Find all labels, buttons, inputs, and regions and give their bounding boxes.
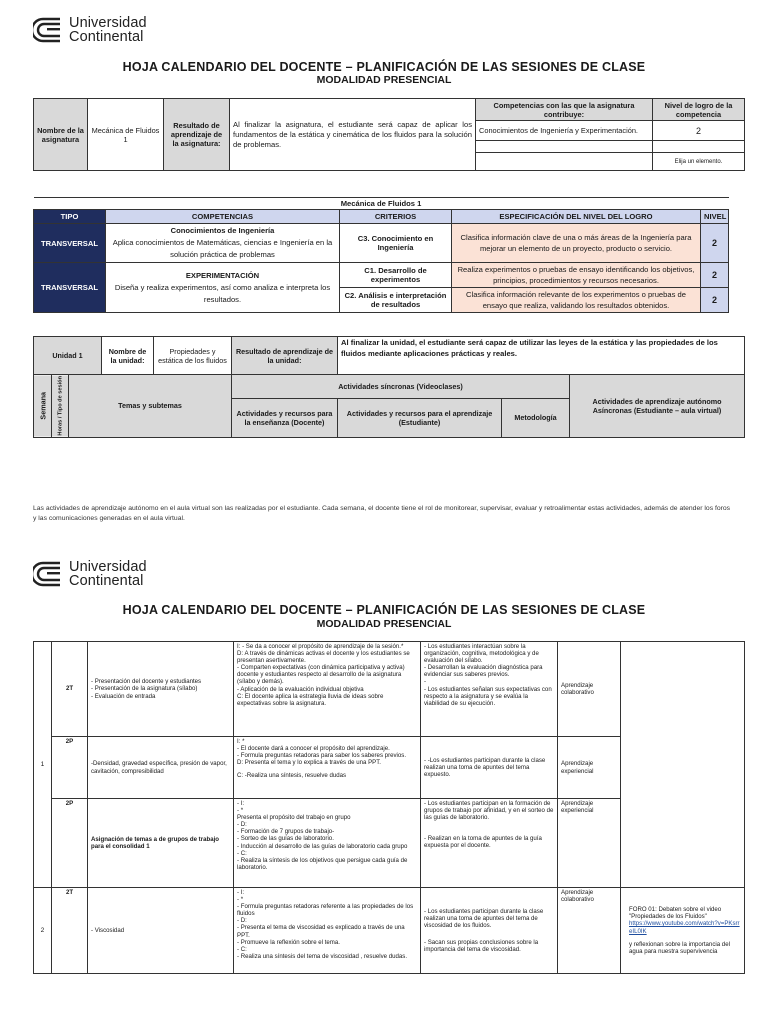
methodology: Aprendizaje experiencial: [558, 799, 621, 888]
header-estudiante: Actividades y recursos para el aprendizaje (Estudiante): [338, 399, 502, 437]
header-criterios: CRITERIOS: [340, 210, 452, 224]
row2-nivel-a: 2: [701, 263, 729, 288]
university-logo: [33, 16, 147, 44]
async-activities: [621, 888, 745, 974]
session-hours: 2P: [52, 737, 88, 799]
activity-line: - El docente dará a conocer el propósito del aprendizaje.: [237, 745, 390, 753]
row2-competencia: [106, 263, 340, 313]
teacher-activities: [234, 642, 421, 737]
session-hours: 2T: [52, 642, 88, 737]
activity-line: - Realiza una síntesis del tema de viscosidad , resuelve dudas.: [237, 952, 408, 960]
topic-item: - Presentación de la asignatura (sílabo): [91, 685, 198, 693]
course-name: Mecánica de Fluidos 1: [88, 99, 164, 171]
activity-line: - I:: [237, 800, 245, 807]
course-name-label: Nombre de la asignatura: [34, 99, 88, 171]
session-topics: [88, 888, 234, 974]
activity-line: - Los estudiantes participan en la formación de grupos de trabajo por afinidad, y en el sorteo de las guías de laboratorio.: [424, 800, 554, 822]
row1-competencia: [106, 224, 340, 263]
activity-line: - C:: [237, 945, 247, 953]
level-value: 2: [653, 121, 745, 141]
logo-line-2: Continental: [69, 29, 144, 45]
activity-line: D: Presenta el tema y lo explica a través de una PPT.: [237, 759, 381, 767]
header-tipo: TIPO: [34, 210, 106, 224]
activity-line: - Comparten expectativas (con dinámica participativa y activa) docente y estudiantes respecto al desarrollo de la asignatura (sílabo y demás).: [237, 664, 405, 686]
topic-item: -Densidad, gravedad específica, presión de vapor, cavitación, compresibilidad: [91, 760, 227, 775]
autonomous-note: Las actividades de aprendizaje autónomo en el aula virtual son las realizadas por el estudiante. Cada semana, el docente tiene el rol de monitorear, supervisar, evaluar y retroalimentar estas actividades, además de atender los foros y las comunicaciones generadas en el aula virtual.: [33, 505, 731, 522]
row2-especificacion-b: Clasifica información relevante de los experimentos o pruebas de ensayo que realiza, validando los resultados obtenidos.: [452, 288, 701, 313]
level-header: Nivel de logro de la competencia: [653, 99, 745, 121]
student-activities: [421, 737, 558, 799]
activity-line: - Formación de 7 grupos de trabajo-: [237, 828, 335, 836]
header-docente: Actividades y recursos para la enseñanza (Docente): [232, 399, 338, 437]
sessions-table: [33, 641, 745, 974]
activity-line: -: [424, 678, 427, 686]
header-nivel: NIVEL: [701, 210, 729, 224]
async-activities: [621, 642, 745, 888]
video-link[interactable]: https://www.youtube.com/watch?v=PKsrreIL0IK: [629, 920, 740, 935]
activity-line: - Los estudiantes señalan sus expectativas con respecto a la asignatura y se evalúa la viabilidad de su ejecución.: [424, 685, 552, 707]
activity-line: - Los estudiantes participan durante la clase realizan una toma de apuntes del tema de viscosidad de los fluidos.: [424, 907, 544, 929]
activity-line: - Promueve la reflexión sobre el tema.: [237, 938, 340, 946]
unit-name: Propiedades y estática de los fluidos: [154, 337, 232, 375]
activity-line: I: - Se da a conocer el propósito de aprendizaje de la sesión.*: [237, 643, 404, 650]
activity-line: - Formula preguntas retadoras para saber los saberes previos.: [237, 752, 407, 760]
page-subtitle: MODALIDAD PRESENCIAL: [316, 618, 452, 630]
activity-line: C: -Realiza una síntesis, resuelve dudas: [237, 772, 347, 780]
page-subtitle: MODALIDAD PRESENCIAL: [316, 74, 452, 86]
topic-item: Asignación de temas a de grupos de trabajo para el consolidad 1: [91, 835, 219, 850]
activity-line: Presenta el propósito del trabajo en grupo: [237, 814, 351, 822]
course-result-label: Resultado de aprendizaje de la asignatura:: [164, 99, 230, 171]
activity-line: - -Los estudiantes participan durante la clase realizan una toma de apuntes del tema expuesto.: [424, 756, 546, 779]
row2-comp-title: EXPERIMENTACIÓN: [185, 270, 260, 280]
topic-item: - Evaluación de entrada: [91, 692, 156, 700]
row1-comp-title: Conocimientos de Ingeniería: [170, 226, 275, 235]
activity-line: - Los estudiantes interactúan sobre la organización, cognitiva, metodológica y de evaluación del sílabo.: [424, 643, 539, 665]
activity-line: - Formula preguntas retadoras referente a las propiedades de los fluidos: [237, 903, 414, 918]
row2-nivel-b: 2: [701, 288, 729, 313]
row1-criterio: C3. Conocimiento en Ingeniería: [340, 224, 452, 263]
session-topics: [88, 737, 234, 799]
activity-line: - Inducción al desarrollo de las guías de laboratorio cada grupo: [237, 842, 408, 850]
row2-criterio-b: C2. Análisis e interpretación de resultados: [340, 288, 452, 313]
forum-title: FORO 01: Debaten sobre el video "Propiedades de los Fluidos": [629, 906, 722, 921]
level-select[interactable]: Elija un elemento.: [653, 153, 745, 171]
session-hours: 2T: [52, 888, 88, 974]
row1-comp-desc: Aplica conocimientos de Matemáticas, ciencias e Ingeniería en la solución práctica de problemas: [112, 238, 333, 259]
row2-especificacion-a: Realiza experimentos o pruebas de ensayo identificando los objetivos, principios, procedimientos y recursos necesarios.: [452, 263, 701, 288]
methodology: Aprendizaje colaborativo: [558, 642, 621, 737]
activity-line: - C:: [237, 849, 247, 857]
teacher-activities: [234, 737, 421, 799]
student-activities: [421, 799, 558, 888]
methodology: Aprendizaje experiencial: [558, 737, 621, 799]
course-info-table: [33, 98, 745, 171]
teacher-activities: [234, 799, 421, 888]
activity-line: - Sorteo de las guías de laboratorio.: [237, 835, 334, 843]
activity-line: - *: [237, 896, 244, 904]
header-asincronas: Actividades de aprendizaje autónomo Asíncronas (Estudiante – aula virtual): [570, 375, 745, 438]
topic-item: - Presentación del docente y estudiantes: [91, 678, 202, 686]
university-logo-mark-icon: [33, 17, 63, 43]
empty-cell: [476, 153, 653, 171]
activity-line: - Realizan en la toma de apuntes de la guía expuesta por el docente.: [424, 835, 542, 850]
unit-result: Al finalizar la unidad, el estudiante será capaz de utilizar las leyes de la estática y las propiedades de los fluidos mediante aplicaciones prácticas y reales.: [338, 337, 745, 375]
activity-line: - Desarrollan la evaluación diagnóstica para evidenciar sus saberes previos.: [424, 664, 543, 679]
unit-name-label: Nombre de la unidad:: [102, 337, 154, 375]
forum-instruction: y reflexionan sobre la importancia del agua para nuestra supervivencia: [629, 940, 730, 955]
activity-line: - *: [237, 807, 244, 815]
activity-line: D: A través de dinámicas activas el docente y los estudiantes se presentan asertivamente.: [237, 650, 410, 665]
competencies-table-title: Mecánica de Fluidos 1: [34, 198, 729, 210]
course-result: Al finalizar la asignatura, el estudiante será capaz de aplicar los fundamentos de la estática y cinemática de los fluidos para la solución de problemas.: [230, 99, 476, 171]
logo-line-1: Universidad: [69, 559, 147, 575]
activity-line: - I:: [237, 889, 245, 896]
activity-line: - D:: [237, 917, 247, 925]
header-competencias: COMPETENCIAS: [106, 210, 340, 224]
row2-criterio-a: C1. Desarrollo de experimentos: [340, 263, 452, 288]
activity-line: - Aplicación de la evaluación individual objetiva: [237, 685, 364, 693]
activity-line: I: *: [237, 738, 245, 745]
session-hours: 2P: [52, 799, 88, 888]
page-title: HOJA CALENDARIO DEL DOCENTE – PLANIFICACIÓN DE LAS SESIONES DE CLASE: [122, 603, 646, 617]
university-logo: [33, 560, 147, 588]
row2-tipo: TRANSVERSAL: [34, 263, 106, 313]
competencies-table: [33, 197, 729, 313]
student-activities: [421, 642, 558, 737]
header-temas: Temas y subtemas: [69, 375, 232, 438]
empty-cell: [476, 141, 653, 153]
unit-number: Unidad 1: [34, 337, 102, 375]
unit-result-label: Resultado de aprendizaje de la unidad:: [232, 337, 338, 375]
header-semana: Semana: [34, 375, 52, 438]
unit-table: [33, 336, 745, 438]
session-topics: [88, 642, 234, 737]
university-logo-mark-icon: [33, 561, 63, 587]
header-especificacion: ESPECIFICACIÓN DEL NIVEL DEL LOGRO: [452, 210, 701, 224]
header-metodologia: Metodología: [502, 399, 570, 437]
logo-line-2: Continental: [69, 573, 144, 589]
empty-cell: [653, 141, 745, 153]
row2-comp-desc: Diseña y realiza experimentos, así como analiza e interpreta los resultados.: [114, 282, 331, 304]
row1-especificacion: Clasifica información clave de una o más áreas de la Ingeniería para mejorar un elemento de un proyecto, producto o servicio.: [452, 224, 701, 263]
header-sincronas: Actividades síncronas (Videoclases): [232, 375, 570, 399]
teacher-activities: [234, 888, 421, 974]
student-activities: [421, 888, 558, 974]
week-number: 1: [34, 642, 52, 888]
activity-line: - Presenta el tema de viscosidad es explicado a través de una PPT.: [237, 924, 405, 939]
header-horas: Horas / Tipo de sesión: [52, 375, 69, 438]
logo-line-1: Universidad: [69, 15, 147, 31]
activity-line: - Realiza la síntesis de los objetivos que persigue cada guía de laboratorio.: [237, 856, 408, 871]
methodology: Aprendizaje colaborativo: [558, 888, 621, 974]
activity-line: - D:: [237, 821, 247, 829]
week-number: 2: [34, 888, 52, 974]
competencies-header: Competencias con las que la asignatura contribuye:: [476, 99, 653, 121]
activity-line: C: El docente aplica la estrategia lluvia de ideas sobre expectativas sobre la asignatura.: [237, 692, 384, 707]
page-title: HOJA CALENDARIO DEL DOCENTE – PLANIFICACIÓN DE LAS SESIONES DE CLASE: [122, 60, 646, 74]
competencies-value: Conocimientos de Ingeniería y Experimentación.: [476, 121, 653, 141]
activity-line: - Sacan sus propias conclusiones sobre la importancia del tema de viscosidad.: [424, 939, 539, 954]
session-topics: [88, 799, 234, 888]
row1-tipo: TRANSVERSAL: [34, 224, 106, 263]
topic-item: - Viscosidad: [91, 926, 125, 934]
row1-nivel: 2: [701, 224, 729, 263]
